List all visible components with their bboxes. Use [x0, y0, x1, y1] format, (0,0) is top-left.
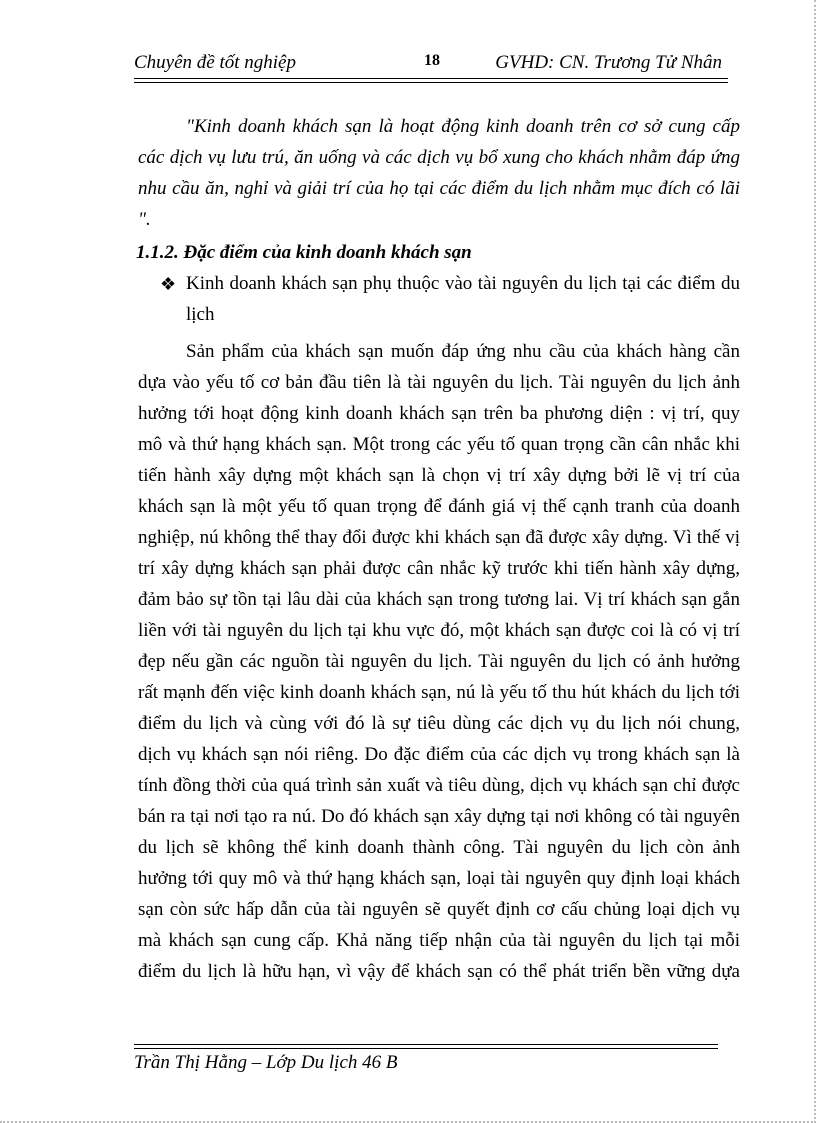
quote-line: nhu cầu ăn, nghỉ và giải trí của họ tại các điểm du lịch nhằm mục đích có lãi [138, 178, 740, 199]
section-heading: 1.1.2. Đặc điểm của kinh doanh khách sạn [136, 242, 472, 263]
header-rule-thin [134, 82, 728, 83]
paragraph-line: bán ra tại nơi tạo ra nú. Do đó khách sạn xây dựng tại nơi không có tài nguyên [138, 806, 740, 827]
paragraph-line: nghiệp, nú không thể thay đổi được khi khách sạn đã được xây dựng. Vì thế vị [138, 527, 740, 548]
paragraph-line: du lịch sẽ không thể kinh doanh thành công. Tài nguyên du lịch còn ảnh [138, 837, 740, 858]
paragraph-line: đẹp nếu gần các nguồn tài nguyên du lịch. Tài nguyên du lịch có ảnh hưởng [138, 651, 740, 672]
diamond-bullet-icon: ❖ [160, 274, 177, 294]
header-supervisor: GVHD: CN. Trương Tử Nhân [495, 52, 722, 73]
paragraph-line: dựa vào yếu tố cơ bản đầu tiên là tài nguyên du lịch. Tài nguyên du lịch ảnh [138, 372, 740, 393]
paragraph-line: rất mạnh đến việc kinh doanh khách sạn, nú là yếu tố thu hút khách du lịch tới [138, 682, 740, 703]
paragraph-line: hưởng tới quy mô và thứ hạng khách sạn, loại tài nguyên quy định loại khách [138, 868, 740, 889]
paragraph-line: mô và thứ hạng khách sạn. Một trong các yếu tố quan trọng cần cân nhắc khi [138, 434, 740, 455]
paragraph-line: Sản phẩm của khách sạn muốn đáp ứng nhu cầu của khách hàng cần [186, 341, 740, 362]
page-footer-author: Trần Thị Hằng – Lớp Du lịch 46 B [134, 1052, 398, 1073]
page-number: 18 [424, 52, 440, 69]
footer-rule-thin [134, 1048, 718, 1049]
quote-line: các dịch vụ lưu trú, ăn uống và các dịch vụ bổ xung cho khách nhằm đáp ứng [138, 147, 740, 168]
header-document-title: Chuyên đề tốt nghiệp [134, 52, 296, 73]
paragraph-line: mà khách sạn cung cấp. Khả năng tiếp nhận của tài nguyên du lịch tại mỗi [138, 930, 740, 951]
paragraph-line: đảm bảo sự tồn tại lâu dài của khách sạn trong tương lai. Vị trí khách sạn gắn [138, 589, 740, 610]
paragraph-line: liền với tài nguyên du lịch tại khu vực đó, một khách sạn được coi là có vị trí [138, 620, 740, 641]
paragraph-line: điểm du lịch và cùng với đó là sự tiêu dùng các dịch vụ du lịch nói chung, [138, 713, 740, 734]
paragraph-line: điểm du lịch là hữu hạn, vì vậy để khách sạn có thể phát triển bền vững dựa [138, 961, 740, 982]
paragraph-line: trí xây dựng khách sạn phải được cân nhắc kỹ trước khi tiến hành xây dựng, [138, 558, 740, 579]
bullet-line: lịch [186, 304, 215, 325]
page-header [134, 52, 728, 78]
paragraph-line: tiến hành xây dựng một khách sạn là chọn vị trí xây dựng bởi lẽ vị trí của [138, 465, 740, 486]
footer-rule [134, 1044, 718, 1045]
bullet-line: Kinh doanh khách sạn phụ thuộc vào tài nguyên du lịch tại các điểm du [186, 273, 740, 294]
paragraph-line: sạn còn sức hấp dẫn của tài nguyên sẽ quyết định cơ cấu chủng loại dịch vụ [138, 899, 740, 920]
paragraph-line: dịch vụ khách sạn nói riêng. Do đặc điểm của các dịch vụ trong khách sạn là [138, 744, 740, 765]
quote-line: ". [138, 209, 151, 230]
quote-line: "Kinh doanh khách sạn là hoạt động kinh doanh trên cơ sở cung cấp [186, 116, 740, 137]
paragraph-line: tính đồng thời của quá trình sản xuất và tiêu dùng, dịch vụ khách sạn chỉ được [138, 775, 740, 796]
paragraph-line: khách sạn là một yếu tố quan trọng để đánh giá vị thế cạnh tranh của doanh [138, 496, 740, 517]
paragraph-line: hưởng tới hoạt động kinh doanh khách sạn trên ba phương diện : vị trí, quy [138, 403, 740, 424]
header-rule [134, 78, 728, 79]
